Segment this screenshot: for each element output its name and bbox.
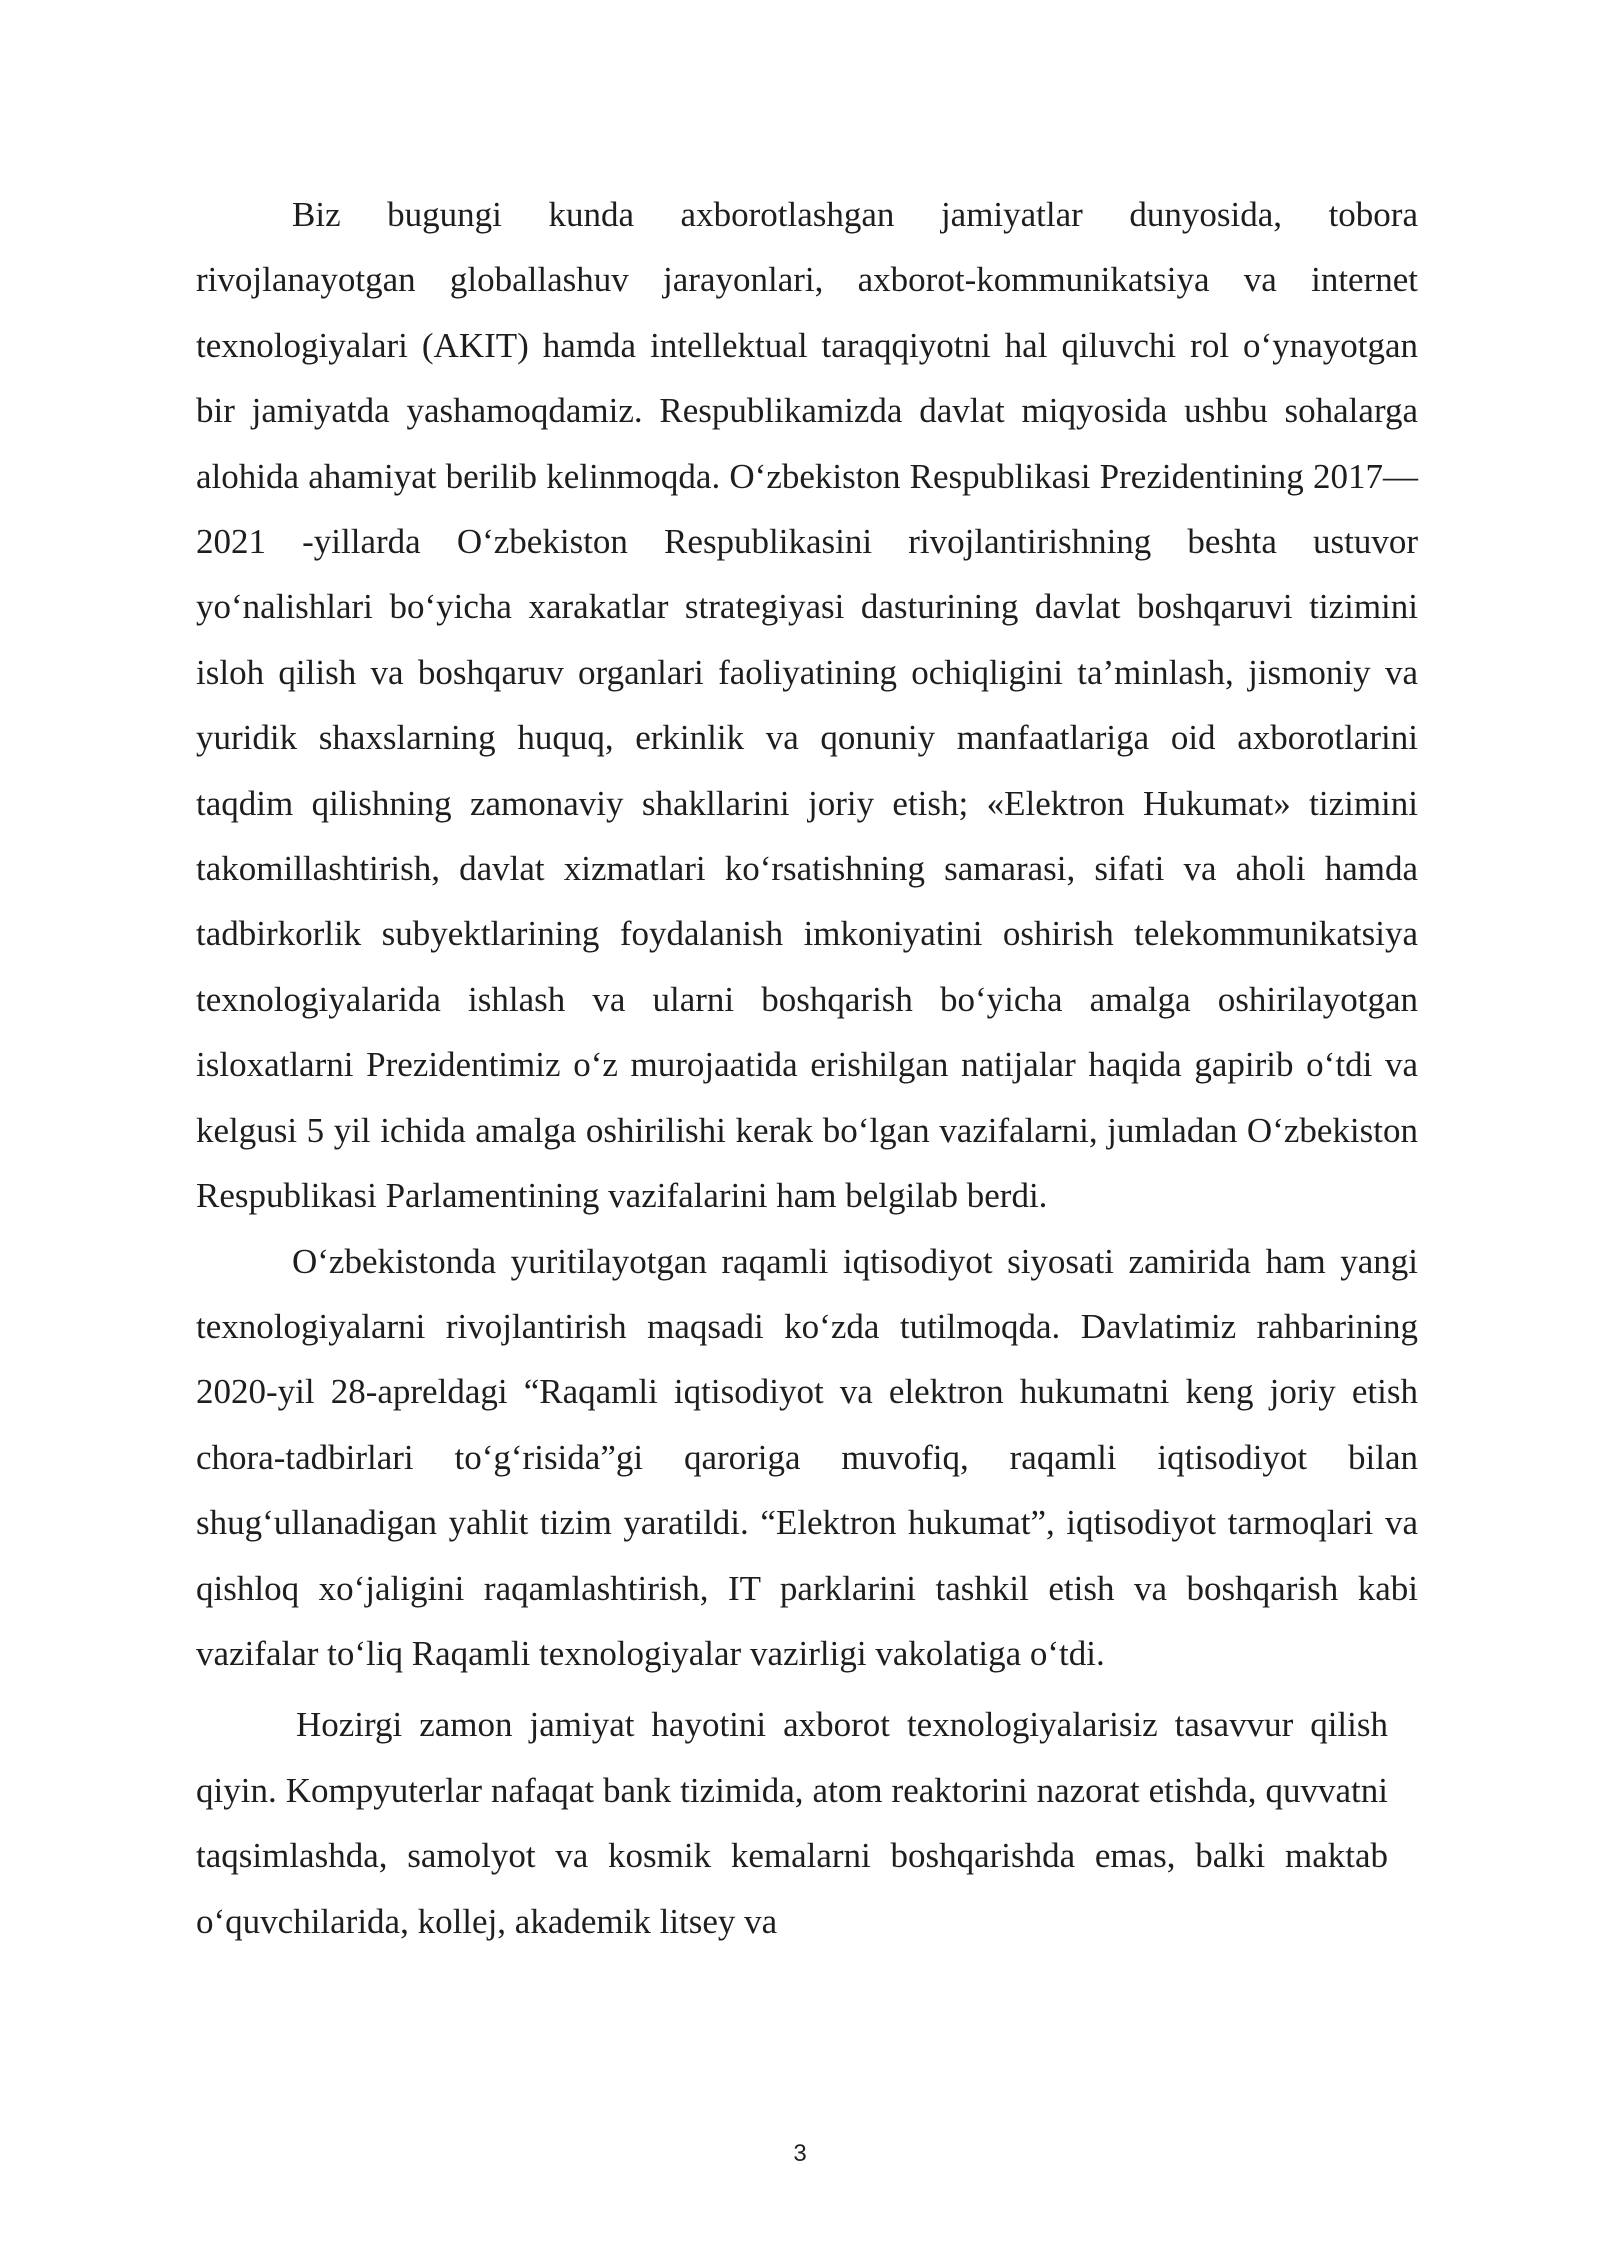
paragraph-1: Biz bugungi kunda axborotlashgan jamiyatlar dunyosida, tobora rivojlanayotgan globallashuv jarayonlari, axborot-kommunikatsiya va internet texnologiyalari (AKIT) hamda intellektual taraqqiyotni hal qiluvchi rol o‘ynayotgan bir jamiyatda yashamoqdamiz. Respublikamizda davlat miqyosida ushbu sohalarga alohida ahamiyat berilib kelinmoqda. O‘zbekiston Respublikasi Prezidentining 2017—2021 -yillarda O‘zbekiston Respublikasini rivojlantirishning beshta ustuvor yo‘nalishlari bo‘yicha xarakatlar strategiyasi dasturining davlat boshqaruvi tizimini isloh qilish va boshqaruv organlari faoliyatining ochiqligini ta’minlash, jismoniy va yuridik shaxslarning huquq, erkinlik va qonuniy manfaatlariga oid axborotlarini taqdim qilishning zamonaviy shakllarini joriy etish; «Elektron Hukumat» tizimini takomillashtirish, davlat xizmatlari ko‘rsatishning samarasi, sifati va aholi hamda tadbirkorlik subyektlarining foydalanish imkoniyatini oshirish telekommunikatsiya texnologiyalarida ishlash va ularni boshqarish bo‘yicha amalga oshirilayotgan isloxatlarni Prezidentimiz o‘z murojaatida erishilgan natijalar haqida gapirib o‘tdi va kelgusi 5 yil ichida amalga oshirilishi kerak bo‘lgan vazifalarni, jumladan O‘zbekiston Respublikasi Parlamentining vazifalarini ham belgilab berdi. (196, 195, 1418, 1216)
paragraph-2: O‘zbekistonda yuritilayotgan raqamli iqtisodiyot siyosati zamirida ham yangi texnologiyalarni rivojlantirish maqsadi ko‘zda tutilmoqda. Davlatimiz rahbarining 2020-yil 28-apreldagi “Raqamli iqtisodiyot va elektron hukumatni keng joriy etish chora-tadbirlari to‘g‘risida”gi qaroriga muvofiq, raqamli iqtisodiyot bilan shug‘ullanadigan yahlit tizim yaratildi. “Elektron hukumat”, iqtisodiyot tarmoqlari va qishloq xo‘jaligini raqamlashtirish, IT parklarini tashkil etish va boshqarish kabi vazifalar to‘liq Raqamli texnologiyalar vazirligi vakolatiga o‘tdi. (196, 1241, 1418, 1673)
page-number: 3 (793, 2140, 807, 2167)
paragraph-3: Hozirgi zamon jamiyat hayotini axborot texnologiyalarisiz tasavvur qilish qiyin. Kompyuterlar nafaqat bank tizimida, atom reaktorini nazorat etishda, quvvatni taqsimlashda, samolyot va kosmik kemalarni boshqarishda emas, balki maktab o‘quvchilarida, kollej, akademik litsey va (196, 1705, 1388, 1941)
document-body (196, 182, 1418, 1954)
